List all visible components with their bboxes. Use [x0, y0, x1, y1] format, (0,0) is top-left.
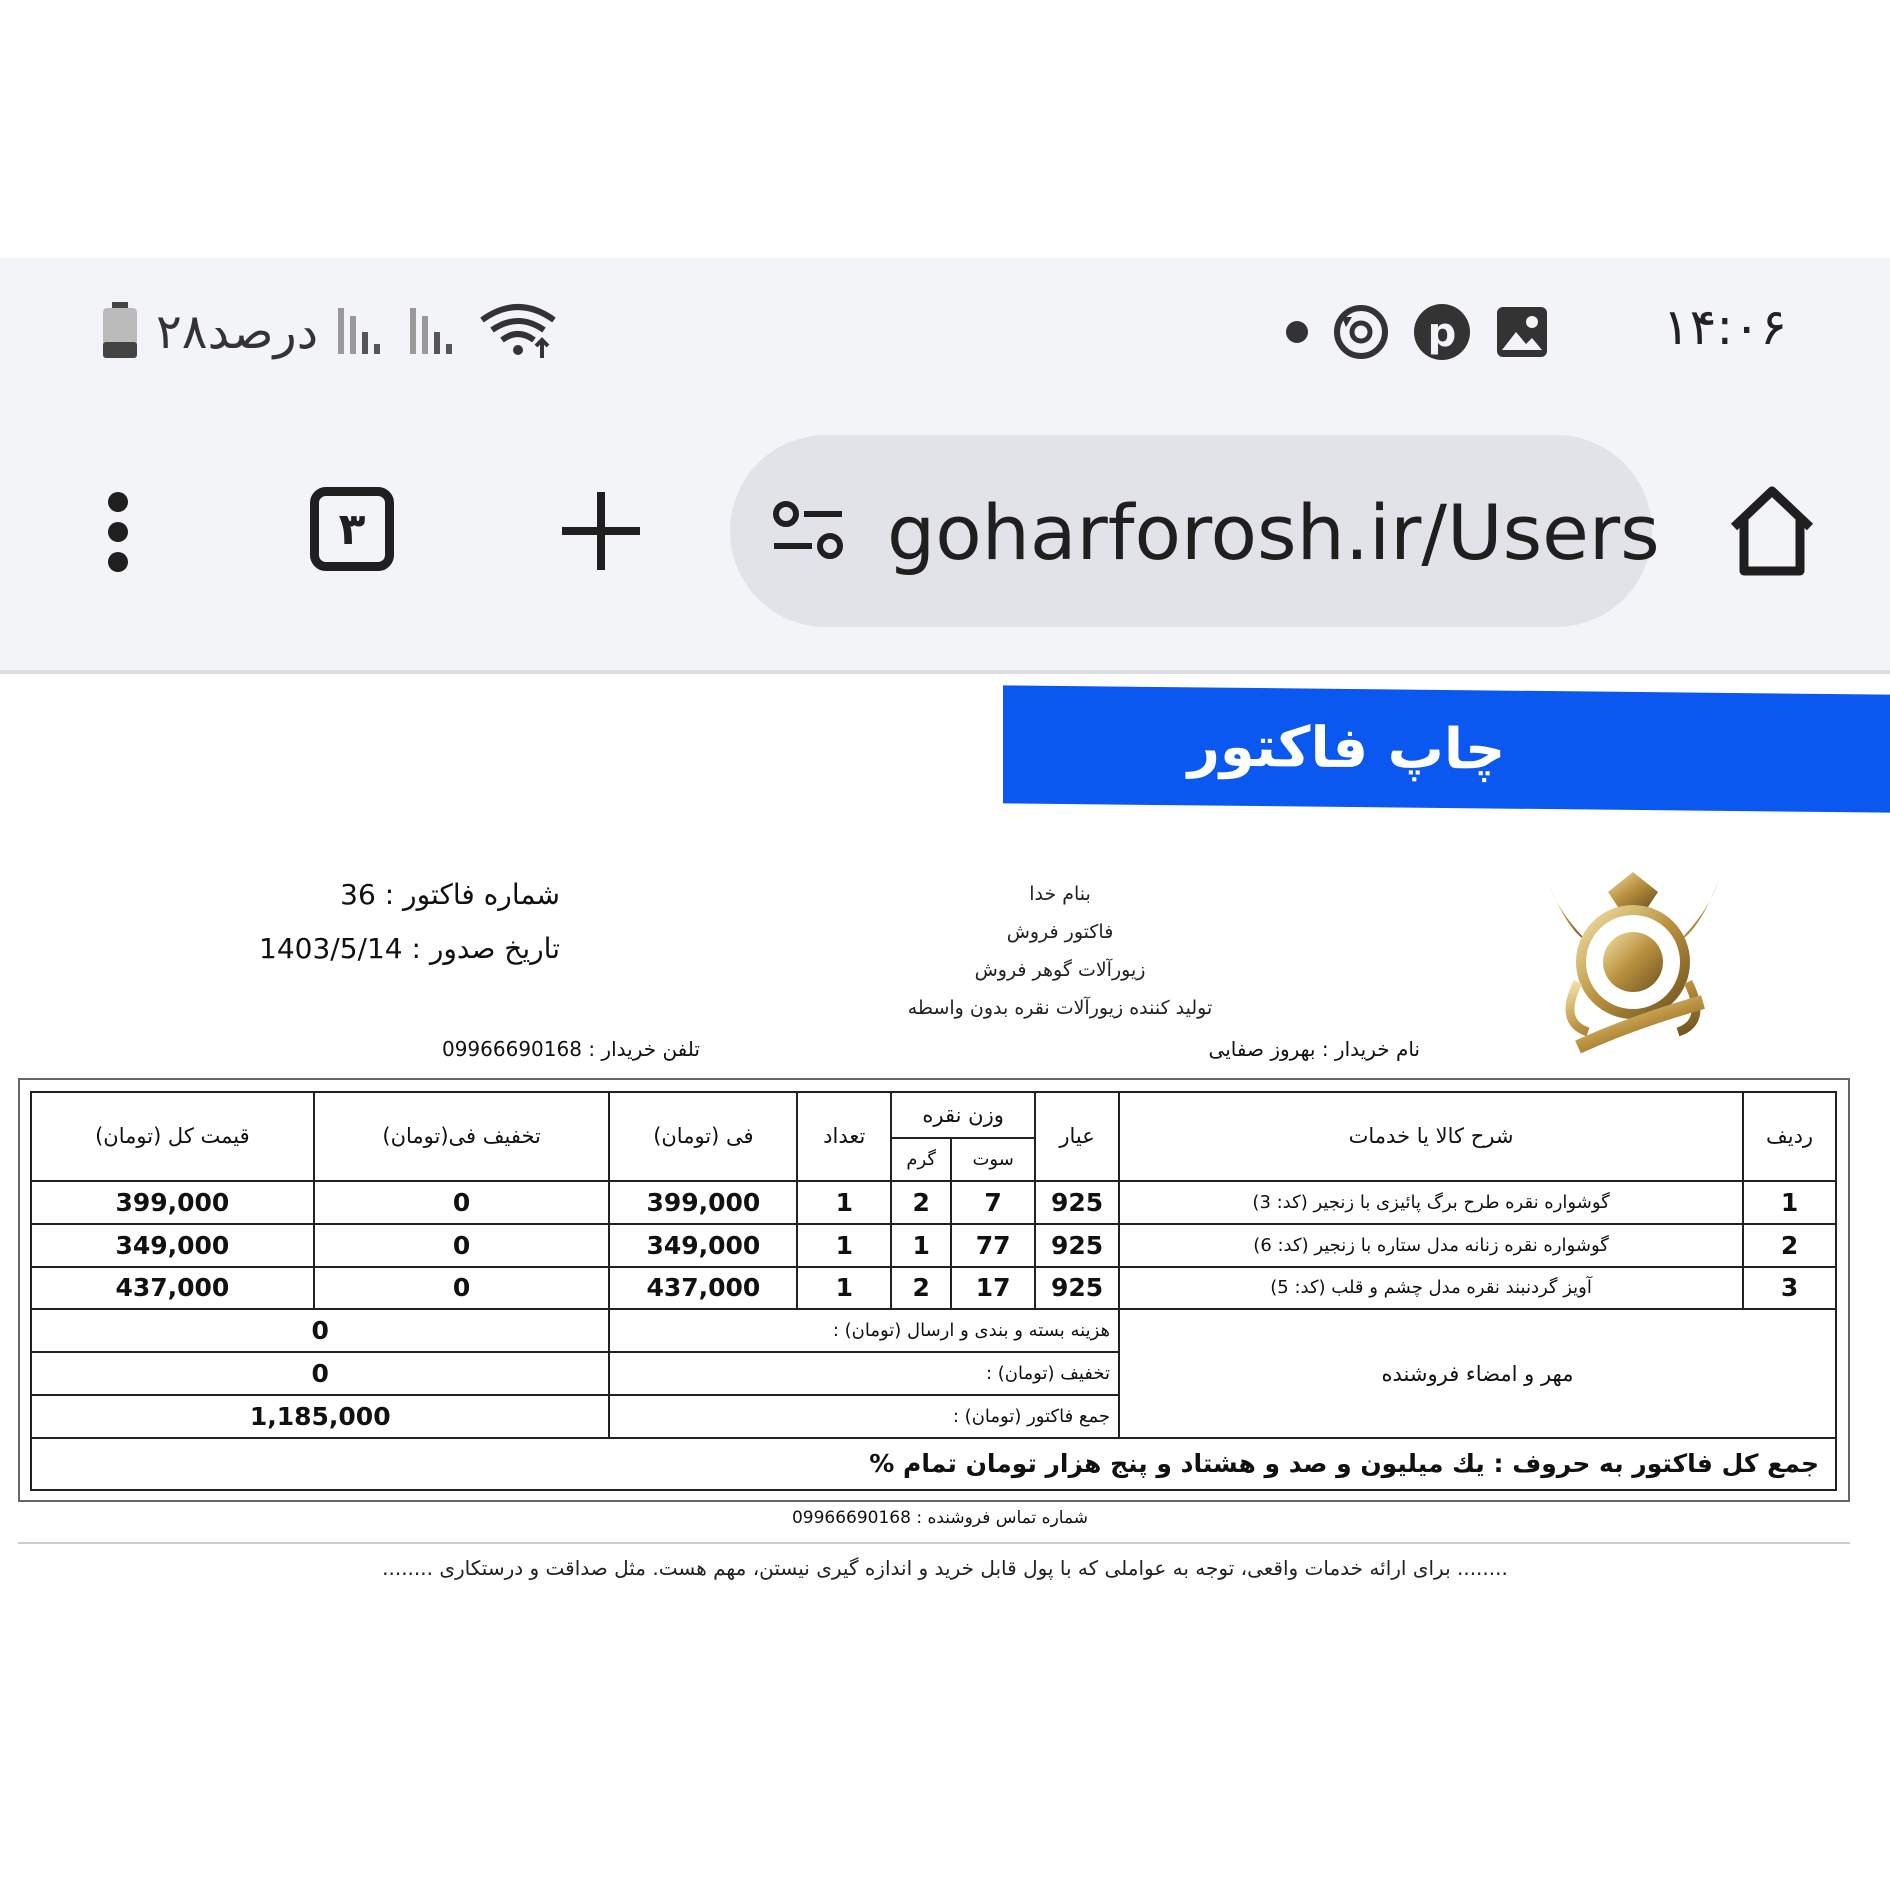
cell-discount: 0: [314, 1181, 610, 1224]
gallery-icon: [1494, 304, 1550, 364]
battery-icon: [100, 300, 140, 364]
sum-label: جمع فاکتور (تومان) :: [609, 1395, 1119, 1438]
table-header-row: [31, 1092, 1836, 1138]
signal-icon-2: [406, 302, 462, 362]
cell-unit-price: 349,000: [609, 1224, 797, 1267]
col-gram: گرم: [891, 1138, 951, 1181]
cell-purity: 925: [1035, 1224, 1119, 1267]
col-unit-discount: تخفیف فی(تومان): [314, 1092, 610, 1181]
cell-unit-price: 437,000: [609, 1267, 797, 1310]
cell-row: 2: [1743, 1224, 1836, 1267]
table-row: [31, 1267, 1836, 1310]
company-logo: [1538, 872, 1728, 1067]
cell-unit-price: 399,000: [609, 1181, 797, 1224]
cell-sut: 17: [951, 1267, 1035, 1310]
tabs-button[interactable]: ۳: [310, 487, 394, 571]
cell-total: 437,000: [31, 1267, 314, 1310]
signal-icon: [334, 302, 390, 362]
shipping-label: هزینه بسته و بندی و ارسال (تومان) :: [609, 1309, 1119, 1352]
col-sut: سوت: [951, 1138, 1035, 1181]
buyer-name: نام خریدار : بهروز صفایی: [1208, 1037, 1420, 1061]
cell-description: آویز گردنبند نقره مدل چشم و قلب (کد: 5): [1119, 1267, 1743, 1310]
cell-sut: 7: [951, 1181, 1035, 1224]
buyer-phone: تلفن خریدار : 09966690168: [441, 1037, 700, 1061]
cell-row: 3: [1743, 1267, 1836, 1310]
invoice-header: [820, 875, 1300, 1027]
cell-qty: 1: [797, 1267, 891, 1310]
header-line: بنام خدا: [1029, 883, 1091, 905]
status-time: ۱۴:۰۶: [1662, 298, 1787, 356]
cell-discount: 0: [314, 1224, 610, 1267]
site-settings-icon[interactable]: [770, 500, 848, 566]
header-line: زیورآلات گوهر فروش: [974, 959, 1146, 981]
sum-value: 1,185,000: [31, 1395, 609, 1438]
url-text[interactable]: goharforosh.ir/Users: [887, 488, 1660, 577]
cell-description: گوشواره نقره زنانه مدل ستاره با زنجیر (کد: 6): [1119, 1224, 1743, 1267]
seller-seal: مهر و امضاء فروشنده: [1119, 1309, 1836, 1438]
col-purity: عیار: [1035, 1092, 1119, 1181]
cell-qty: 1: [797, 1224, 891, 1267]
cell-purity: 925: [1035, 1267, 1119, 1310]
status-right: [100, 300, 558, 364]
header-line: تولید کننده زیورآلات نقره بدون واسطه: [907, 997, 1213, 1019]
col-qty: تعداد: [797, 1092, 891, 1181]
col-total: قیمت کل (تومان): [31, 1092, 314, 1181]
col-description: شرح کالا یا خدمات: [1119, 1092, 1743, 1181]
shipping-value: 0: [31, 1309, 609, 1352]
shipping-row: [31, 1309, 1836, 1352]
print-invoice-label: چاپ فاکتور: [1187, 713, 1506, 783]
cell-gram: 1: [891, 1224, 951, 1267]
cell-total: 399,000: [31, 1181, 314, 1224]
invoice-number: شماره فاکتور : 36: [340, 878, 560, 911]
total-words-row: [31, 1438, 1836, 1490]
sync-icon: [1332, 303, 1390, 365]
new-tab-icon[interactable]: [560, 490, 642, 576]
discount-value: 0: [31, 1352, 609, 1395]
pinterest-icon: [1412, 302, 1472, 366]
cell-gram: 2: [891, 1267, 951, 1310]
table-row: [31, 1181, 1836, 1224]
menu-icon[interactable]: [104, 490, 132, 578]
header-line: فاکتور فروش: [1006, 921, 1114, 943]
issue-date: تاریخ صدور : 1403/5/14: [259, 932, 560, 965]
print-invoice-button[interactable]: [1003, 685, 1890, 812]
table-row: [31, 1224, 1836, 1267]
cell-sut: 77: [951, 1224, 1035, 1267]
discount-label: تخفیف (تومان) :: [609, 1352, 1119, 1395]
total-in-words: جمع کل فاکتور به حروف : یك میلیون و صد و هشتاد و پنج هزار تومان تمام %: [31, 1438, 1836, 1490]
col-silver-weight: وزن نقره: [891, 1092, 1035, 1138]
cell-qty: 1: [797, 1181, 891, 1224]
home-icon[interactable]: [1724, 483, 1820, 583]
cell-description: گوشواره نقره طرح برگ پائیزی با زنجیر (کد: 3): [1119, 1181, 1743, 1224]
footer-note: ........ برای ارائه خدمات واقعی، توجه به عواملی که با پول قابل خرید و اندازه گیری نیستن، مهم هست. مثل صداقت و درستکاری ........: [382, 1556, 1508, 1580]
invoice-table: [30, 1091, 1837, 1491]
col-unit-price: فی (تومان): [609, 1092, 797, 1181]
cell-gram: 2: [891, 1181, 951, 1224]
cell-total: 349,000: [31, 1224, 314, 1267]
seller-phone: شماره تماس فروشنده : 09966690168: [791, 1508, 1089, 1528]
notification-icons: [1284, 302, 1550, 366]
cell-discount: 0: [314, 1267, 610, 1310]
divider: [18, 1542, 1850, 1544]
svg-text:p: p: [1427, 310, 1457, 356]
dot-icon: [1284, 319, 1310, 349]
col-row: ردیف: [1743, 1092, 1836, 1181]
battery-percent: ۲۸درصد: [156, 304, 319, 360]
cell-row: 1: [1743, 1181, 1836, 1224]
cell-purity: 925: [1035, 1181, 1119, 1224]
wifi-icon: [478, 300, 558, 364]
